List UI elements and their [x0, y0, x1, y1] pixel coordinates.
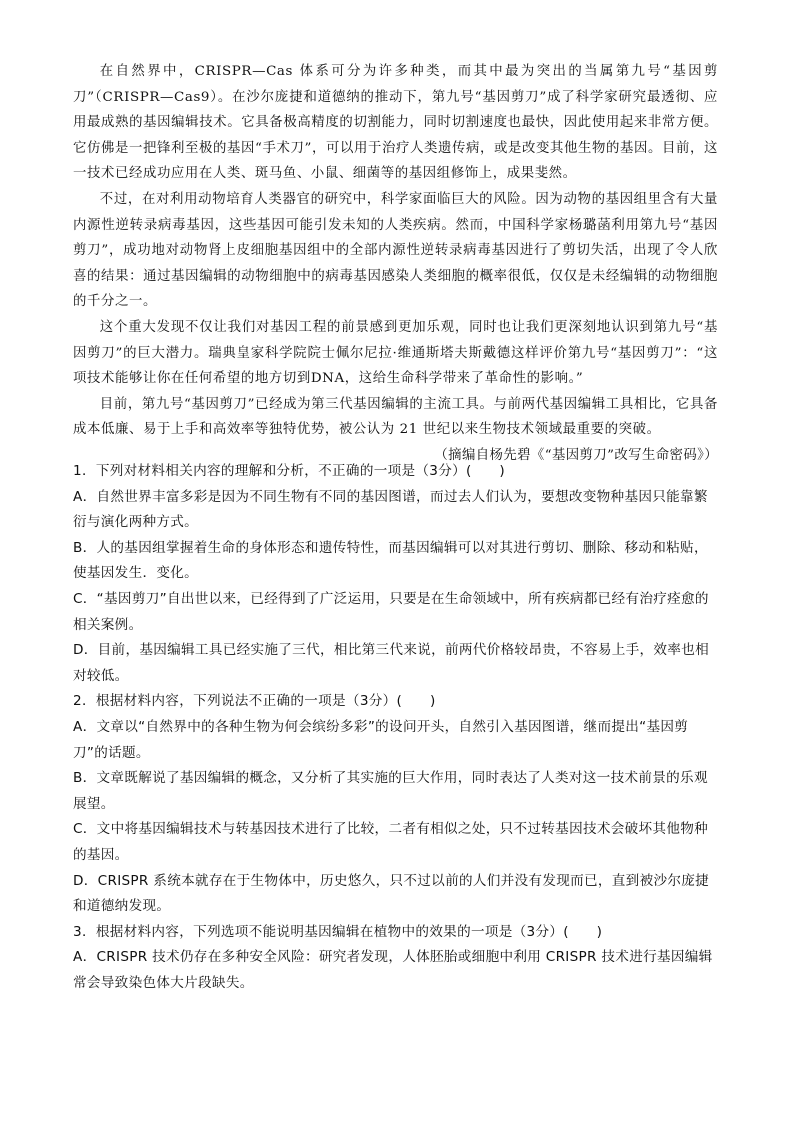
- question-1: [73, 459, 719, 689]
- question-3: [73, 920, 719, 997]
- option-a: A．文章以“自然界中的各种生物为何会缤纷多彩”的设问开头，自然引入基因图谱，继而提出“基因剪刀”的话题。: [73, 718, 689, 761]
- option-d: D．CRISPR 系统本就存在于生物体中，历史悠久，只不过以前的人们并没有发现而已，直到被沙尔庞捷和道德纳发现。: [73, 872, 710, 915]
- option-a: A．CRISPR 技术仍存在多种安全风险：研究者发现，人体胚胎或细胞中利用 CRISPR 技术进行基因编辑常会导致染色体大片段缺失。: [73, 949, 713, 991]
- option-c: C．“基因剪刀”自出世以来，已经得到了广泛运用，只要是在生命领域中，所有疾病都已经有治疗痊愈的相关案例。: [73, 590, 709, 633]
- passage-paragraph-4: 目前，第九号“基因剪刀”已经成为第三代基因编辑的主流工具。与前两代基因编辑工具相比，它具备成本低廉、易于上手和高效率等独特优势，被公认为 21 世纪以来生物技术领域最重要的突破。: [73, 396, 718, 438]
- option-c: C．文中将基因编辑技术与转基因技术进行了比较，二者有相似之处，只不过转基因技术会破坏其他物种的基因。: [73, 821, 709, 863]
- option-d: D．目前，基因编辑工具已经实施了三代，相比第三代来说，前两代价格较昂贵，不容易上手，效率也相对较低。: [73, 642, 709, 684]
- question-stem: 1．下列对材料相关内容的理解和分析，不正确的一项是（3分）( ): [73, 463, 506, 479]
- option-a: A．自然世界丰富多彩是因为不同生物有不同的基因图谱，而过去人们认为，要想改变物种基因只能靠繁衍与演化两种方式。: [73, 488, 708, 531]
- passage-paragraph-3: 这个重大发现不仅让我们对基因工程的前景感到更加乐观，同时也让我们更深刻地认识到第九号“基因剪刀”的巨大潜力。瑞典皇家科学院院士佩尔尼拉·维通斯塔夫斯戴德这样评价第九号“基因剪刀”：“这项技术能够让你在任何希望的地方切到DNA，这给生命科学带来了革命性的影响。”: [73, 319, 718, 387]
- passage-source: （摘编自杨先碧《“基因剪刀”改写生命密码》）: [434, 447, 718, 463]
- question-list: [73, 459, 719, 996]
- option-b: B．文章既解说了基因编辑的概念，又分析了其实施的巨大作用，同时表达了人类对这一技术前景的乐观展望。: [73, 770, 708, 812]
- option-b: B．人的基因组掌握着生命的身体形态和遗传特性，而基因编辑可以对其进行剪切、删除、移动和粘贴，使基因发生．变化。: [73, 539, 708, 582]
- passage-paragraph-2: 不过，在对利用动物培育人类器官的研究中，科学家面临巨大的风险。因为动物的基因组里含有大量内源性逆转录病毒基因，这些基因可能引发未知的人类疾病。然而，中国科学家杨璐菡利用第九号“基因剪刀”，成功地对动物肾上皮细胞基因组中的全部内源性逆转录病毒基因进行了剪切失活，出现了令人欣喜的结果：通过基因编辑的动物细胞中的病毒基因感染人类细胞的概率很低，仅仅是未经编辑的动物细胞的千分之一。: [73, 191, 718, 310]
- passage-paragraph-1: 在自然界中，CRISPR—Cas 体系可分为许多种类，而其中最为突出的当属第九号“基因剪刀”（CRISPR—Cas9）。在沙尔庞捷和道德纳的推动下，第九号“基因剪刀”成了科学家研究最透彻、应用最成熟的基因编辑技术。它具备极高精度的切割能力，同时切割速度也最快，因此使用起来非常方便。它仿佛是一把锋利至极的基因“手术刀”，可以用于治疗人类遗传病，或是改变其他生物的基因。目前，这一技术已经成功应用在人类、斑马鱼、小鼠、细菌等的基因组修饰上，成果斐然。: [73, 64, 718, 182]
- question-2: [73, 689, 719, 919]
- question-stem: 2．根据材料内容，下列说法不正确的一项是（3分）( ): [73, 693, 436, 710]
- question-stem: 3．根据材料内容，下列选项不能说明基因编辑在植物中的效果的一项是（3分）( ): [73, 923, 603, 940]
- reading-passage: [73, 59, 718, 469]
